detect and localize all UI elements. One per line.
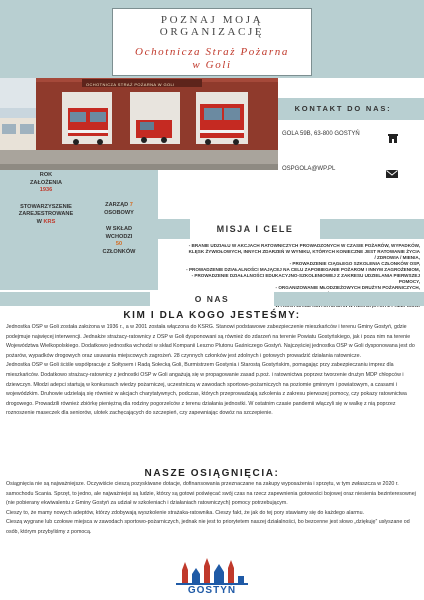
facts-sidebar bbox=[0, 170, 158, 290]
achievements-paragraph: Cieszą wygrane lub czołowe miejsca w zawodach sportowo-pożarniczych, jednak nie jest to priorytetem naszej działalności, bo bezcenne jest słowo „dziękuję” usłyszane od osób, którym przybyliśmy z pomocą. bbox=[6, 519, 410, 535]
founding-year: 1936 bbox=[39, 187, 53, 194]
mission-item: KLĘSK ŻYWIOŁOWYCH, INNYCH ZDARZEŃ W WYNIKU, KTÓRYCH KONIECZNE JEST RATOWANIE ŻYCIA bbox=[188, 249, 420, 254]
header-title-box bbox=[112, 8, 312, 76]
contact-email[interactable]: OSPGOLA@WP.PL bbox=[282, 166, 336, 172]
registered-prefix: W bbox=[36, 218, 42, 225]
founding-label-1: ROK bbox=[39, 172, 53, 178]
registered-krs: KRS bbox=[43, 218, 56, 225]
mission-item: - ORGANIZOWANIE MŁODZIEŻOWYCH DRUŻYN POŻARNICZYCH, bbox=[275, 285, 420, 290]
board-unit: OSOBOWY bbox=[104, 209, 134, 216]
mission-item: POMOCY, bbox=[398, 279, 420, 284]
fire-station-photo bbox=[0, 78, 278, 170]
fire-station-illustration bbox=[0, 78, 278, 170]
mission-item: - BRANIE UDZIAŁU W AKCJACH RATOWNICZYCH PROWADZONYCH W CZASIE POŻARÓW, WYPADKÓW, bbox=[188, 243, 420, 248]
who-we-are-heading: KIM I DLA KOGO JESTEŚMY: bbox=[123, 310, 301, 321]
gostyn-city-logo-icon bbox=[168, 558, 256, 598]
mission-item: - PROWADZENIE DZIAŁALNOŚCI MAJĄCEJ NA CELU ZAPOBIEGANIE POŻAROM I INNYM ZAGROŻENIOM, bbox=[186, 267, 420, 272]
achievements-heading: NASZE OSIĄGNIĘCIA: bbox=[144, 468, 280, 479]
achievements-paragraph: Cieszy to, że mamy nowych adeptów, którzy zdobywają wyszkolenie strażaka-ratownika. Cieszy fakt, że jak do tej pory stawiamy się do każdego alarmu. bbox=[6, 509, 364, 516]
contact-header bbox=[278, 98, 424, 120]
members-label-2: WCHODZI bbox=[105, 233, 133, 240]
board-label: ZARZĄD bbox=[105, 202, 129, 208]
registered-label-2: ZAREJESTROWANE bbox=[18, 211, 74, 218]
contact-address: GOLA 59B, 63-800 GOSTYŃ bbox=[282, 131, 360, 137]
who-we-are-paragraph: Jednostka OSP w Goli ściśle współpracuje z Sołtysem i Radą Sołecką Goli, Burmistrzem Gostynia i Starostą Gostyńskim, pomagając przy zabezpieczaniu imprez dla mieszkańców. Dodatkowo strażacy-ratownicy z jednostki OSP w Goli angażują się w propagowanie zasad p.poż. i ratownictwa poprzez tworzenie drużyn MDP chłopców i dziewczyn. Młodzi adepci startują w konkursach wiedzy pożarniczej, uczestniczą w zawodach sportowo-pożarniczych na poziomie gminnym i powiatowym, a czasami i wojewódzkim. Druhowie udzielają się również w akcjach charytatywnych, podczas, których przeprowadzają szkolenia z zakresu pierwszej pomocy, czy pokazy ratownictwa drogowego. Prowadzili również zbiórkę pieniężną dla rodziny pogorzelców z terenu działania jednostki. W ostatnim czasie pandemii włączyli się w walkę z nią poprzez roznoszenie maseczek dla seniorów, ulotek zachęcających do szczepień, czy zapewniając dowóz na szczepienie. bbox=[6, 362, 407, 417]
organization-name-line2: w Goli bbox=[192, 59, 232, 71]
registered-label-3 bbox=[16, 219, 76, 227]
registered-label-1: STOWARZYSZENIE bbox=[20, 203, 72, 210]
membership-facts bbox=[90, 202, 148, 257]
mission-item: - PROWADZENIE CIĄGŁEGO SZKOLENIA CZŁONKÓW OSP, bbox=[289, 261, 420, 266]
mission-item: - PROWADZENIE DZIAŁALNOŚCI EDUKACYJNO-SZKOLENIOWEJ Z ZAKRESU UDZIELANIA PIERWSZEJ bbox=[191, 273, 420, 278]
who-we-are-text bbox=[6, 323, 418, 419]
about-title: O NAS bbox=[150, 290, 274, 308]
photo-station-sign: OCHOTNICZA STRAŻ POŻARNA W GOLI bbox=[86, 82, 175, 87]
page-title: POZNAJ MOJĄ ORGANIZACJĘ bbox=[159, 14, 265, 38]
logo-text: GOSTYŃ bbox=[187, 585, 237, 596]
organization-name-line1: Ochotnicza Straż Pożarna bbox=[135, 46, 289, 58]
founding-facts bbox=[16, 172, 76, 227]
members-label-1: W SKŁAD bbox=[105, 226, 133, 233]
mission-title: MISJA I CELE bbox=[190, 219, 320, 239]
board-size: 7 bbox=[129, 202, 133, 208]
founding-label-2: ZAŁOŻENIA bbox=[29, 179, 62, 186]
who-we-are-paragraph: Jednostka OSP w Goli została założona w 1936 r., a w 2001 została włączona do KSRG. Stanowi podstawowe zabezpieczenie mieszkańców i terenu Gminy Gostyń, gdzie podejmuje najwięcej interwencji. Jednakże strażacy-ratownicy z OSP w Goli dysponowani są również do zdarzeń na terenie Powiatu Gostyńskiego, jak i poza nim na terenie Województwa Wielkopolskiego. Dodatkowo jednostka wchodzi w skład Kompanii Leszno Plutonu Gaśniczego Gostyń. Najczęściej jednostka OSP w Goli dysponowana jest do pożarów, wypadków drogowych oraz usuwania miejscowych zagrożeń. 28 czynnych członków jest zdolnych i gotowych prowadzić działania ratownicze. bbox=[6, 324, 415, 359]
members-count: 50 bbox=[115, 241, 123, 248]
board-line bbox=[90, 202, 148, 210]
achievements-text bbox=[6, 480, 418, 537]
achievements-paragraph: Osiągnięcia nie są najważniejsze. Oczywiście cieszą pozyskiwane dotacje, dofinansowania przeznaczane na zakupy wyposażenia i sprzętu, w tym zwłaszcza w 2020 r. samochodu Scania. Sprzęt, to jedno, ale najważniejsi są ludzie, którzy są gotowi poświęcać swój czas na rzecz zapewnienia gotowości bojowej oraz niesienia bezinteresownej (nie pobierany ekwiwalentu z Gminy Gostyń za udział w szkoleniach i działaniach ratowniczych) pomocy potrzebującym. bbox=[6, 481, 416, 506]
contact-title: KONTAKT DO NAS: bbox=[294, 104, 392, 113]
building-icon bbox=[388, 130, 398, 148]
gostyn-skyline-icon bbox=[168, 558, 256, 586]
envelope-icon bbox=[386, 165, 398, 183]
organization-name bbox=[113, 46, 311, 72]
members-unit: CZŁONKÓW bbox=[102, 248, 136, 255]
mission-item: / ZDROWIA / MIENIA, bbox=[374, 255, 420, 260]
